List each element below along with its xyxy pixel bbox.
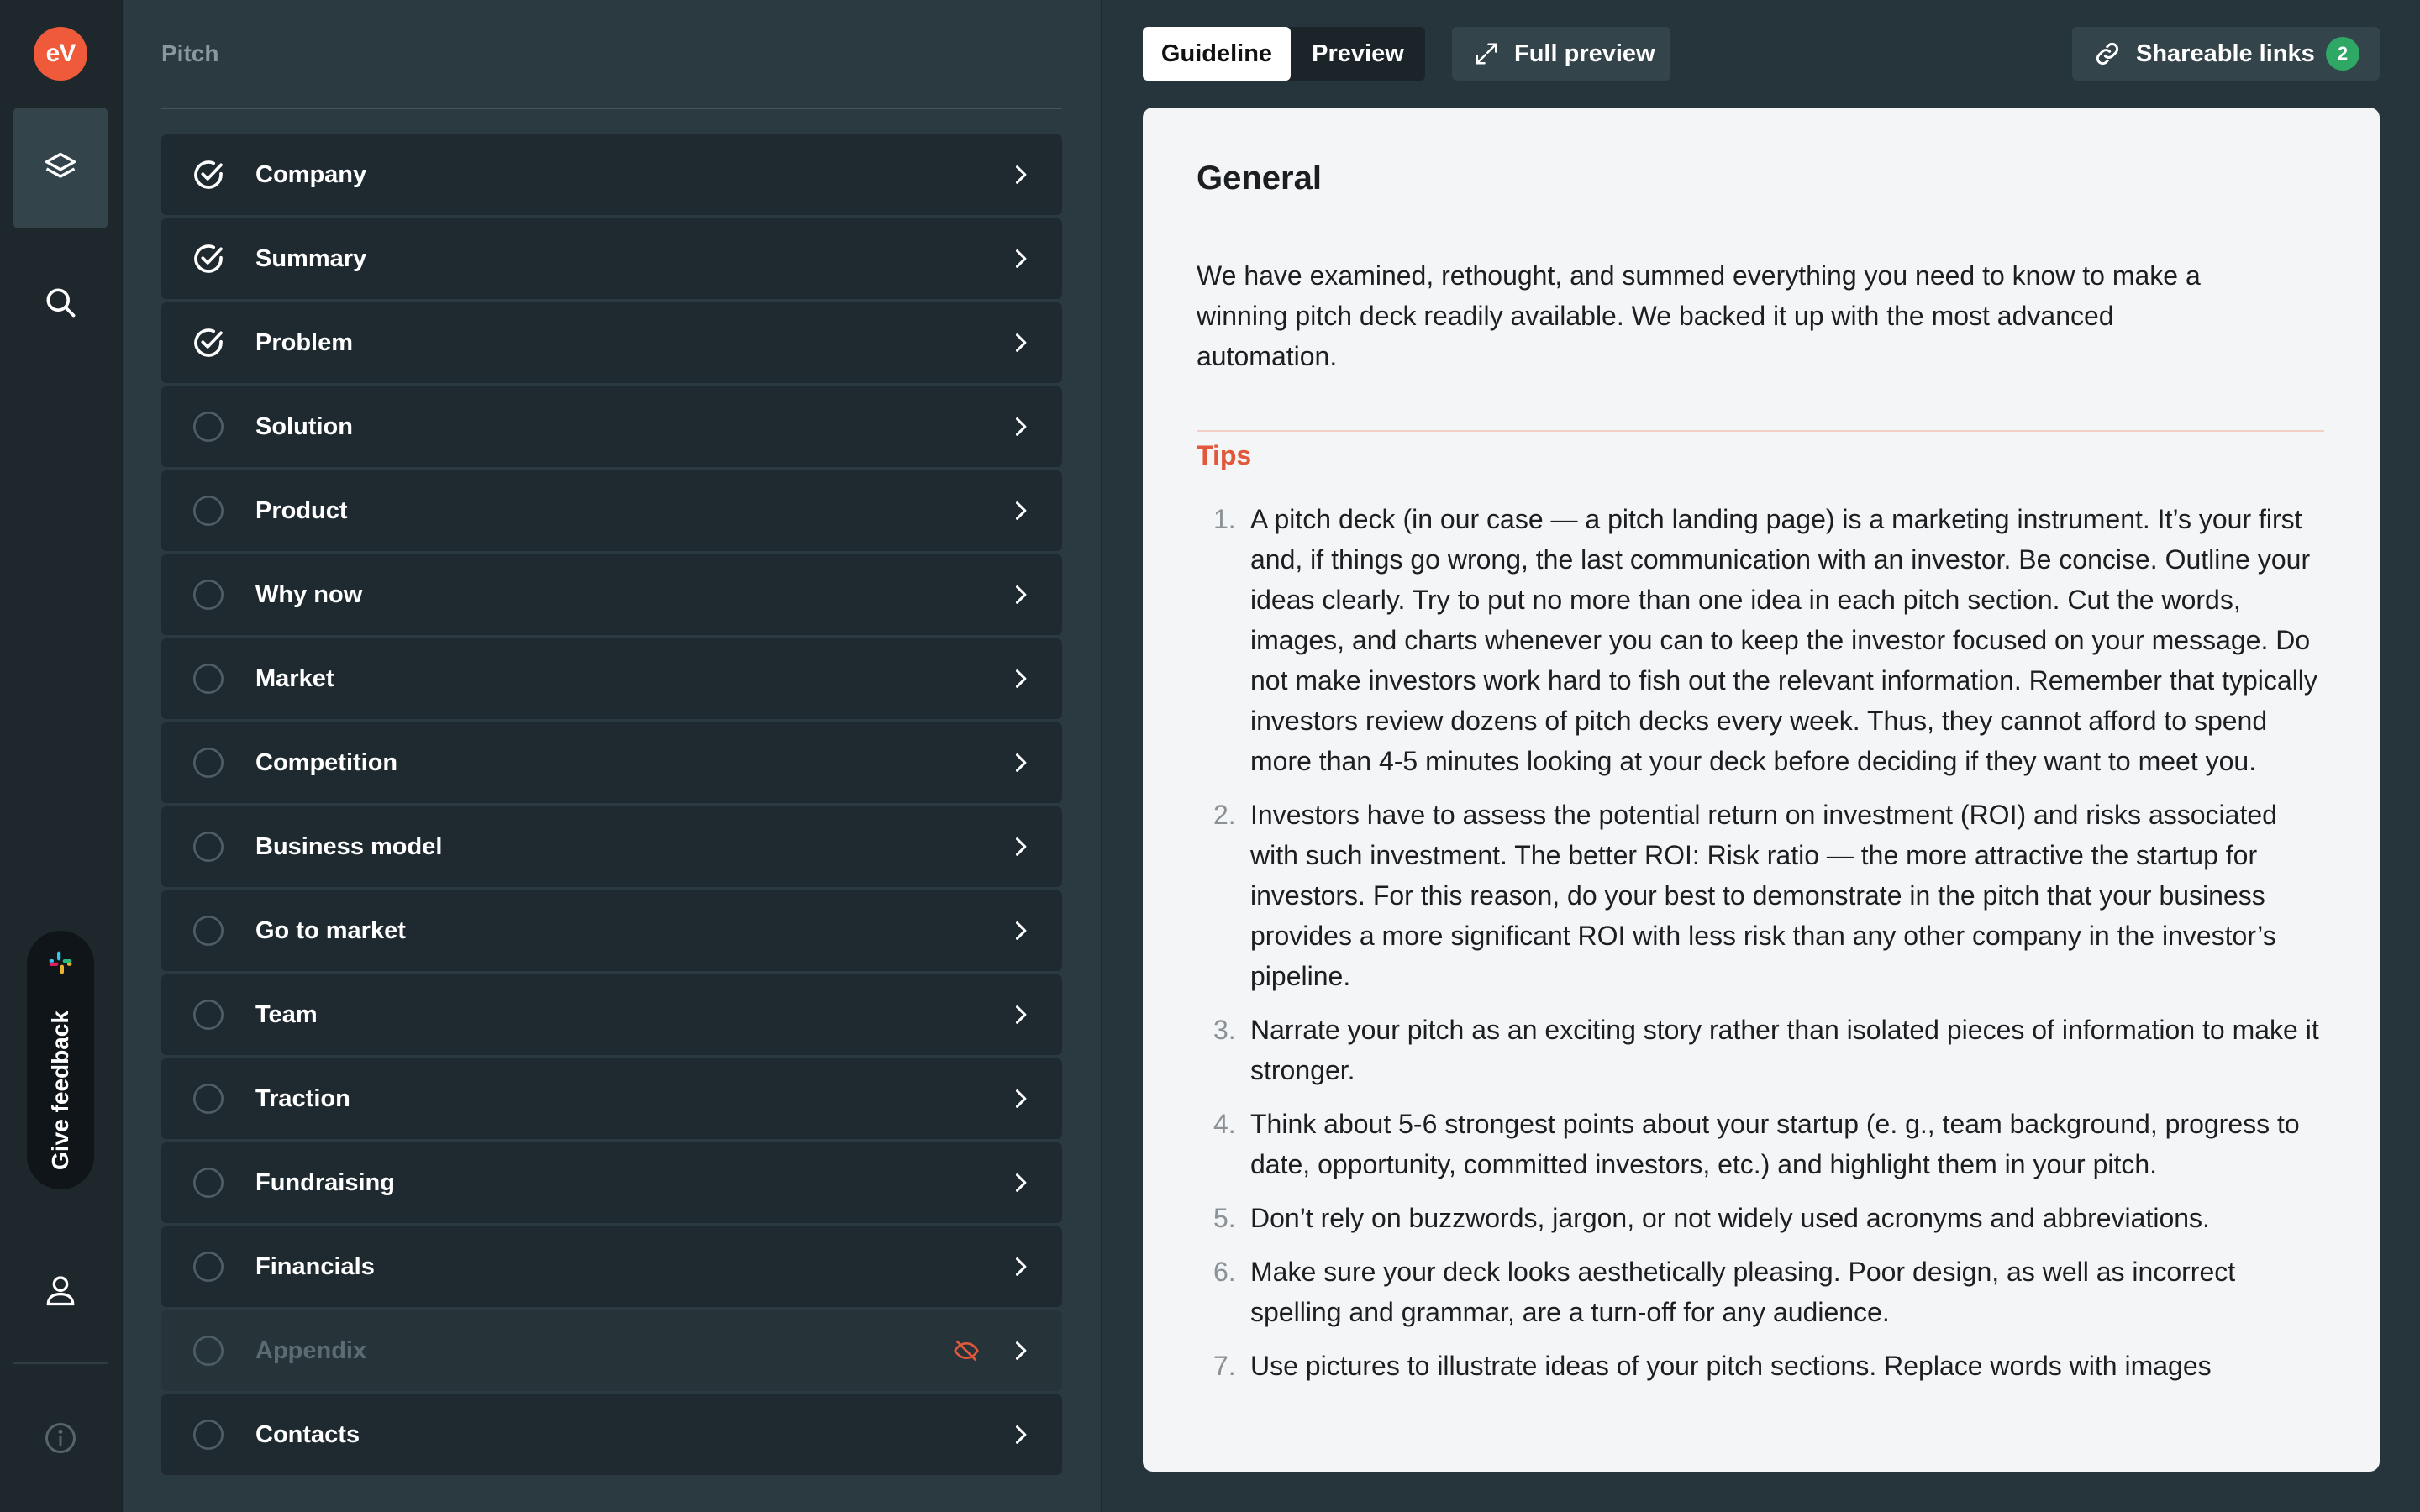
chevron-right-icon [1008,499,1032,522]
empty-circle-icon [192,746,225,780]
empty-circle-icon [192,1334,225,1368]
tips-divider [1197,430,2324,432]
section-item-label: Go to market [255,916,406,944]
section-item-why-now[interactable] [161,554,1062,635]
tip-number: 1. [1213,504,1236,534]
layers-icon [42,150,79,186]
chevron-right-icon [1008,331,1032,354]
sections-panel [123,0,1102,1512]
rail-info-button[interactable] [13,1378,108,1499]
slack-icon [47,949,74,976]
check-circle-icon [192,326,225,360]
section-item-team[interactable] [161,974,1062,1055]
tip-text: Investors have to assess the potential return on investment (ROI) and risks associated with such investment. The better ROI: Risk ratio — the more attractive the startup for investors. For this reason, do your best to demonstrate in the pitch that your business provides a more significant ROI with less risk than any other company in the investor’s pipeline. [1250,800,2277,991]
shareable-links-button[interactable] [2072,27,2380,81]
empty-circle-icon [192,494,225,528]
section-item-label: Financials [255,1252,375,1280]
rail-account-button[interactable] [13,1230,108,1351]
section-item-label: Contacts [255,1420,360,1448]
tip-item [1197,1010,2331,1090]
section-item-label: Fundraising [255,1168,395,1196]
tab-preview[interactable]: Preview [1312,39,1404,67]
tip-number: 3. [1213,1015,1236,1045]
empty-circle-icon [192,1250,225,1284]
tip-text: A pitch deck (in our case — a pitch landing page) is a marketing instrument. It’s your first and, if things go wrong, the last communication with an investor. Be concise. Outline your ideas clearly. Try to put no more than one idea in each pitch section. Cut the words, images, and charts whenever you can to keep the investor focused on your message. Do not make investors work hard to fish out the relevant information. Remember that typically investors review dozens of pitch decks every week. Thus, they cannot afford to spend more than 4-5 minutes looking at your deck before deciding if they want to meet you. [1250,504,2317,776]
tip-text: Use pictures to illustrate ideas of your pitch sections. Replace words with images [1250,1351,2212,1381]
shareable-links-label: Shareable links [2136,39,2315,67]
section-item-label: Appendix [255,1336,367,1364]
view-tabs [1143,27,1425,81]
chevron-right-icon [1008,919,1032,942]
check-circle-icon [192,158,225,192]
section-item-label: Business model [255,832,443,860]
empty-circle-icon [192,410,225,444]
give-feedback-button[interactable] [27,931,94,1189]
section-item-label: Traction [255,1084,350,1112]
tip-number: 4. [1213,1109,1236,1139]
tip-text: Think about 5-6 strongest points about your startup (e. g., team background, progress to date, opportunity, committed investors, etc.) and highlight them in your pitch. [1250,1109,2300,1179]
section-item-label: Product [255,496,348,524]
tip-text: Make sure your deck looks aesthetically pleasing. Poor design, as well as incorrect spelling and grammar, are a turn-off for any audience. [1250,1257,2236,1327]
chevron-right-icon [1008,1423,1032,1446]
link-icon [2094,40,2121,67]
empty-circle-icon [192,662,225,696]
chevron-right-icon [1008,1171,1032,1194]
empty-circle-icon [192,830,225,864]
info-icon [42,1420,79,1457]
tab-guideline[interactable]: Guideline [1143,27,1291,81]
section-item-label: Market [255,664,334,692]
section-item-label: Why now [255,580,363,608]
tip-number: 6. [1213,1257,1236,1287]
rail-search-button[interactable] [13,242,108,363]
tip-item [1197,1252,2331,1332]
chevron-right-icon [1008,1255,1032,1278]
empty-circle-icon [192,1082,225,1116]
section-item-contacts[interactable] [161,1394,1062,1475]
section-item-appendix[interactable] [161,1310,1062,1391]
section-list [161,134,1062,1478]
chevron-right-icon [1008,1003,1032,1026]
tip-item [1197,1346,2331,1386]
section-item-company[interactable] [161,134,1062,215]
rail-sections-button[interactable] [13,108,108,228]
app-logo[interactable]: eV [34,27,87,81]
tip-item [1197,1198,2331,1238]
chevron-right-icon [1008,1087,1032,1110]
chevron-right-icon [1008,163,1032,186]
section-item-problem[interactable] [161,302,1062,383]
give-feedback-label: Give feedback [47,1011,73,1170]
section-item-label: Company [255,160,367,188]
tip-text: Don’t rely on buzzwords, jargon, or not widely used acronyms and abbreviations. [1250,1203,2210,1233]
user-icon [42,1272,79,1309]
tip-number: 2. [1213,800,1236,830]
guideline-title: General [1197,160,1322,197]
guideline-intro: We have examined, rethought, and summed everything you need to know to make a winning pitch deck readily available. We backed it up with the most advanced automation. [1197,260,2201,371]
section-item-product[interactable] [161,470,1062,551]
guideline-document [1143,108,2380,1472]
tip-item [1197,499,2331,781]
empty-circle-icon [192,914,225,948]
left-rail [0,0,123,1512]
tips-list [1197,499,2331,1399]
tip-text: Narrate your pitch as an exciting story rather than isolated pieces of information to make it stronger. [1250,1015,2319,1085]
full-preview-button[interactable] [1452,27,1670,81]
empty-circle-icon [192,578,225,612]
section-item-traction[interactable] [161,1058,1062,1139]
shareable-links-count-badge: 2 [2326,37,2360,71]
empty-circle-icon [192,1166,225,1200]
chevron-right-icon [1008,751,1032,774]
tip-number: 7. [1213,1351,1236,1381]
section-item-financials[interactable] [161,1226,1062,1307]
section-item-solution[interactable] [161,386,1062,467]
section-item-label: Competition [255,748,398,776]
section-item-competition[interactable] [161,722,1062,803]
panel-title: Pitch [161,40,219,66]
section-item-label: Solution [255,412,353,440]
guideline-area [1102,0,2420,1512]
chevron-right-icon [1008,667,1032,690]
panel-divider [161,108,1062,109]
tips-heading: Tips [1197,440,1252,470]
expand-icon [1474,41,1499,66]
chevron-right-icon [1008,415,1032,438]
chevron-right-icon [1008,247,1032,270]
section-item-business-model[interactable] [161,806,1062,887]
eye-off-icon[interactable] [953,1337,980,1364]
section-item-fundraising[interactable] [161,1142,1062,1223]
section-item-label: Problem [255,328,354,356]
section-item-label: Team [255,1000,318,1028]
empty-circle-icon [192,1418,225,1452]
section-item-summary[interactable] [161,218,1062,299]
section-item-go-to-market[interactable] [161,890,1062,971]
rail-divider [13,1362,108,1364]
section-item-label: Summary [255,244,367,272]
tip-number: 5. [1213,1203,1236,1233]
chevron-right-icon [1008,835,1032,858]
empty-circle-icon [192,998,225,1032]
full-preview-label: Full preview [1514,39,1655,67]
search-icon [42,284,79,321]
check-circle-icon [192,242,225,276]
chevron-right-icon [1008,1339,1032,1362]
section-item-market[interactable] [161,638,1062,719]
chevron-right-icon [1008,583,1032,606]
tip-item [1197,1104,2331,1184]
tip-item [1197,795,2331,996]
